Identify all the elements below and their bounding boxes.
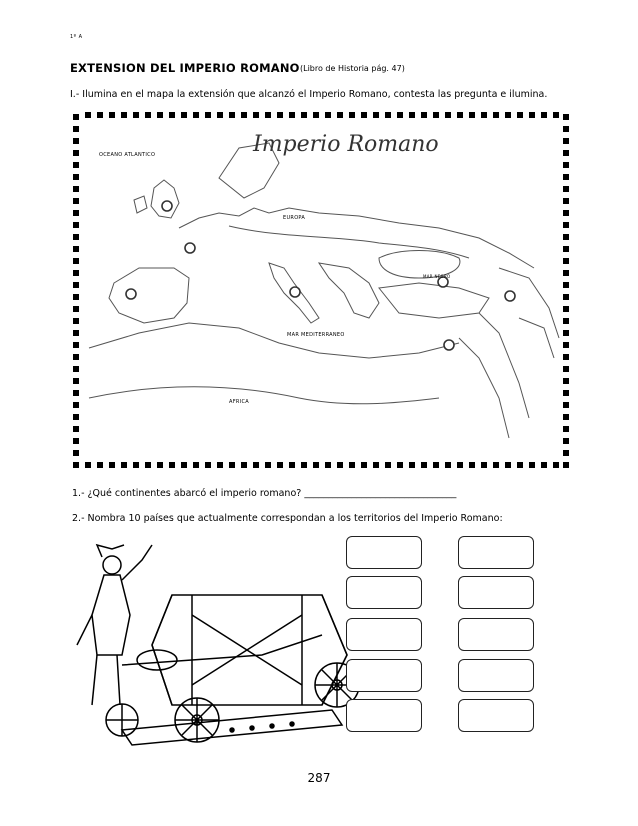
label-mar-negro: MAR NEGRO (423, 274, 451, 279)
answer-box-10[interactable] (458, 699, 534, 732)
map-drawing (79, 118, 563, 462)
instruction-text: I.- Ilumina en el mapa la extensión que alcanzó el Imperio Romano, contesta las pregunta e ilumina. (70, 89, 548, 100)
book-reference: (Libro de Historia pág. 47) (300, 64, 405, 73)
answer-box-9[interactable] (346, 699, 422, 732)
answer-box-3[interactable] (346, 576, 422, 609)
answer-box-5[interactable] (346, 618, 422, 651)
label-oceano-atlantico: OCEANO ATLANTICO (99, 152, 156, 158)
roman-empire-map[interactable] (79, 118, 563, 462)
page-code: 1º A (70, 34, 83, 40)
answer-box-8[interactable] (458, 659, 534, 692)
map-title: Imperio Romano (253, 132, 439, 157)
catapult-soldier-illustration (62, 535, 362, 750)
page-number: 287 (307, 771, 331, 785)
map-frame (73, 112, 569, 468)
question-1: 1.- ¿Qué continentes abarcó el imperio romano? ________________________________ (72, 488, 457, 499)
answer-box-7[interactable] (346, 659, 422, 692)
page-title: EXTENSION DEL IMPERIO ROMANO (70, 61, 300, 75)
question-2: 2.- Nombra 10 países que actualmente correspondan a los territorios del Imperio Romano: (72, 513, 503, 524)
answer-box-6[interactable] (458, 618, 534, 651)
answer-box-4[interactable] (458, 576, 534, 609)
answer-box-1[interactable] (346, 536, 422, 569)
label-europa: EUROPA (283, 215, 306, 221)
label-mar-mediterraneo: MAR MEDITERRANEO (287, 332, 345, 338)
label-africa: AFRICA (229, 399, 249, 405)
answer-box-2[interactable] (458, 536, 534, 569)
